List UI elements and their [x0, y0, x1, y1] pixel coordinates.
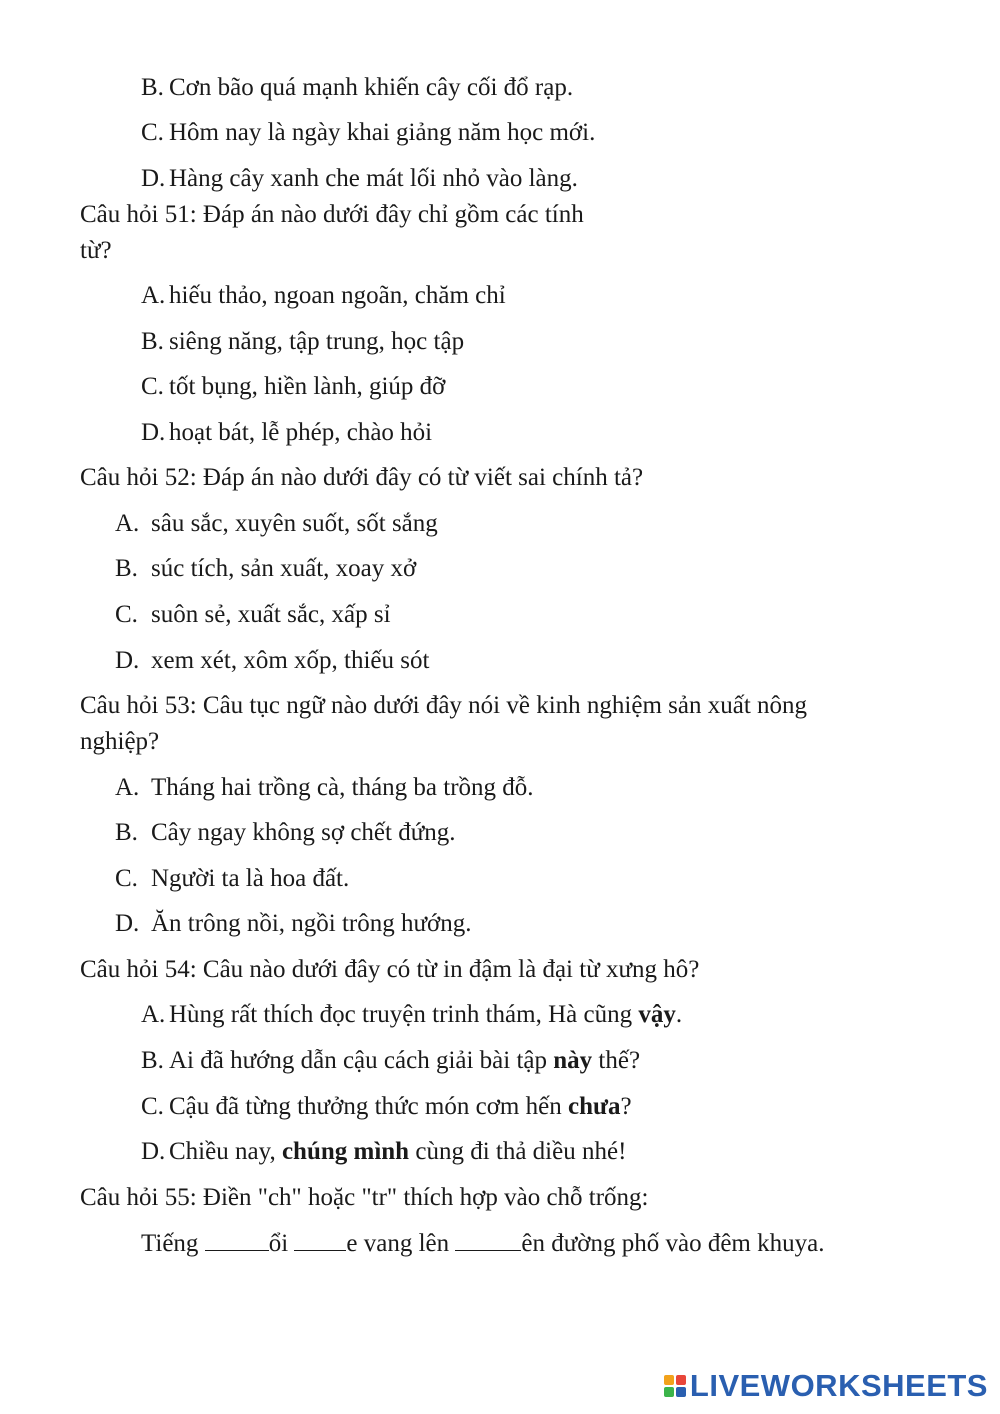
option-text: Cậu đã từng thưởng thức món cơm hến [169, 1093, 568, 1120]
option-text-end: . [675, 1001, 683, 1028]
q52-option-c[interactable] [115, 600, 391, 630]
option-text: Ăn trông nồi, ngồi trông hướng. [151, 910, 472, 937]
option-label: B. [141, 1047, 164, 1074]
option-text: hiếu thảo, ngoan ngoãn, chăm chỉ [169, 282, 506, 309]
option-label: C. [141, 373, 164, 400]
q53-title-line1: Câu hỏi 53: Câu tục ngữ nào dưới đây nói về kinh nghiệm sản xuất nông [80, 692, 808, 719]
logo-text: LIVEWORKSHEETS [689, 1368, 988, 1403]
q52-title: Câu hỏi 52: Đáp án nào dưới đây có từ viết sai chính tả? [80, 464, 644, 491]
option-text: hoạt bát, lễ phép, chào hỏi [169, 419, 433, 446]
sentence-part: Tiếng [141, 1230, 205, 1257]
q52-option-b[interactable] [115, 554, 416, 584]
option-text: Cơn bão quá mạnh khiến cây cối đổ rạp. [169, 74, 574, 101]
bold-word: chưa [567, 1093, 621, 1120]
option-text: Tháng hai trồng cà, tháng ba trồng đỗ. [151, 774, 534, 801]
blank-2[interactable] [294, 1228, 346, 1251]
option-text: Hàng cây xanh che mát lối nhỏ vào làng. [169, 165, 578, 192]
option-label: A. [141, 282, 166, 309]
option-text: Người ta là hoa đất. [151, 865, 350, 892]
q54-option-c[interactable] [141, 1092, 632, 1122]
q53-option-d[interactable] [115, 909, 472, 939]
q51-option-a[interactable] [141, 281, 506, 311]
q55-title: Câu hỏi 55: Điền "ch" hoặc "tr" thích hợp vào chỗ trống: [80, 1184, 649, 1211]
q50-option-c[interactable] [141, 118, 595, 148]
option-label: C. [115, 601, 138, 628]
q53-title-line2: nghiệp? [80, 728, 160, 755]
option-label: C. [141, 119, 164, 146]
option-text: siêng năng, tập trung, học tập [169, 328, 465, 355]
sentence-part: ổi [268, 1230, 295, 1257]
q54-option-d[interactable] [141, 1137, 626, 1167]
option-text: Chiều nay, [169, 1138, 282, 1165]
q50-option-d[interactable] [141, 164, 578, 194]
option-label: D. [115, 910, 140, 937]
q51-option-c[interactable] [141, 372, 445, 402]
q52-option-d[interactable] [115, 646, 429, 676]
option-text: Hùng rất thích đọc truyện trinh thám, Hà cũng [169, 1001, 639, 1028]
option-label: D. [141, 1138, 166, 1165]
q55-fill-sentence [141, 1228, 824, 1259]
option-label: B. [141, 74, 164, 101]
liveworksheets-logo [664, 1368, 988, 1404]
option-text-end: thế? [592, 1047, 641, 1074]
option-label: D. [141, 419, 166, 446]
option-label: C. [115, 865, 138, 892]
option-label: D. [141, 165, 166, 192]
q53-option-c[interactable] [115, 864, 349, 894]
q51-option-b[interactable] [141, 327, 464, 357]
option-text-end: ? [620, 1093, 632, 1120]
option-label: A. [115, 774, 140, 801]
option-label: B. [115, 555, 138, 582]
option-label: A. [141, 1001, 166, 1028]
sentence-part: e vang lên [346, 1230, 456, 1257]
option-text: tốt bụng, hiền lành, giúp đỡ [169, 373, 446, 400]
option-label: D. [115, 647, 140, 674]
q54-option-b[interactable] [141, 1046, 640, 1076]
blank-3[interactable] [455, 1228, 521, 1251]
logo-mark-icon [664, 1375, 686, 1397]
q54-option-a[interactable] [141, 1000, 682, 1030]
option-text: xem xét, xôm xốp, thiếu sót [151, 647, 430, 674]
option-text: súc tích, sản xuất, xoay xở [151, 555, 417, 582]
q51-option-d[interactable] [141, 418, 432, 448]
option-label: A. [115, 510, 140, 537]
bold-word: vậy [638, 1001, 676, 1028]
option-text: suôn sẻ, xuất sắc, xấp sỉ [151, 601, 391, 628]
logo-square [676, 1387, 686, 1397]
sentence-part: ên đường phố vào đêm khuya. [521, 1230, 825, 1257]
q54-title: Câu hỏi 54: Câu nào dưới đây có từ in đậm là đại từ xưng hô? [80, 956, 700, 983]
blank-1[interactable] [205, 1228, 269, 1251]
q51-title-line2: từ? [80, 237, 112, 264]
q52-option-a[interactable] [115, 509, 438, 539]
option-label: B. [141, 328, 164, 355]
q51-title-line1: Câu hỏi 51: Đáp án nào dưới đây chỉ gồm các tính [80, 201, 584, 228]
bold-word: chúng mình [281, 1138, 410, 1165]
option-label: B. [115, 819, 138, 846]
option-text: Cây ngay không sợ chết đứng. [151, 819, 456, 846]
logo-square [664, 1387, 674, 1397]
bold-word: này [553, 1047, 593, 1074]
logo-square [676, 1375, 686, 1385]
q53-option-a[interactable] [115, 773, 534, 803]
option-text: sâu sắc, xuyên suốt, sốt sắng [151, 510, 438, 537]
q50-option-b[interactable] [141, 73, 573, 103]
q53-option-b[interactable] [115, 818, 456, 848]
option-text: Hôm nay là ngày khai giảng năm học mới. [169, 119, 596, 146]
option-text: Ai đã hướng dẫn cậu cách giải bài tập [169, 1047, 554, 1074]
option-text-end: cùng đi thả diều nhé! [409, 1138, 627, 1165]
logo-square [664, 1375, 674, 1385]
option-label: C. [141, 1093, 164, 1120]
